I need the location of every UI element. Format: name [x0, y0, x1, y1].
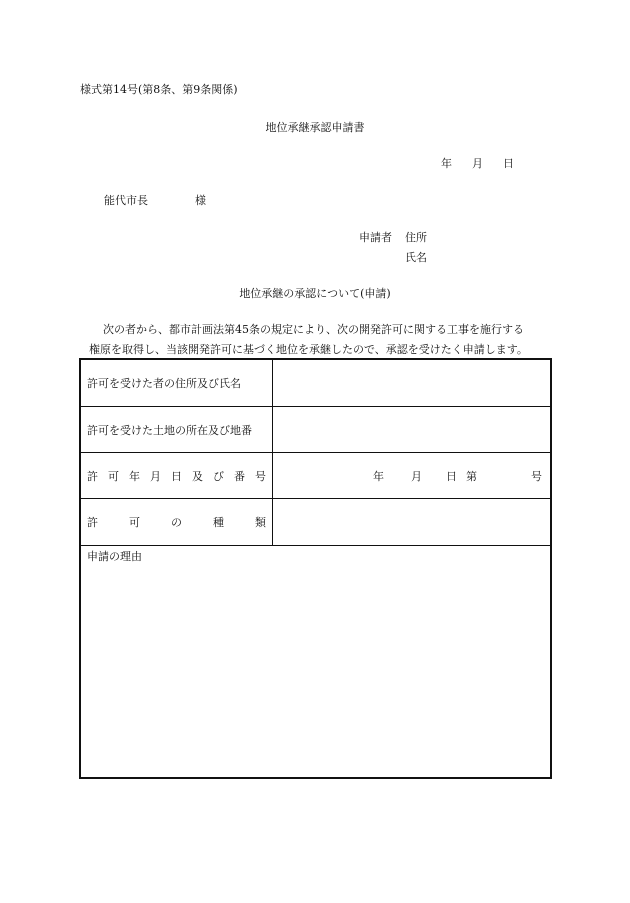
form-number: 様式第14号(第8条、第9条関係) — [80, 83, 238, 96]
applicant-label: 申請者 — [359, 231, 392, 244]
table-row-land-location — [81, 407, 550, 453]
application-form-table — [79, 358, 552, 779]
permit-date-number-label: 許 可 年 月 日 及 び 番 号 — [81, 453, 273, 498]
permit-type-field[interactable] — [273, 499, 550, 545]
body-text-line-2: 権原を取得し、当該開発許可に基づく地位を承継したので、承認を受けたく申請します。 — [89, 343, 528, 356]
permit-date-number-field[interactable] — [273, 453, 550, 498]
subject-line: 地位承継の承認について(申請) — [239, 287, 391, 300]
permit-holder-label: 許可を受けた者の住所及び氏名 — [81, 360, 273, 406]
applicant-address-label: 住所 — [405, 231, 427, 244]
permit-month-label: 月 — [411, 469, 422, 483]
permit-holder-field[interactable] — [273, 360, 550, 406]
addressee — [104, 195, 206, 206]
reason-label: 申請の理由 — [87, 550, 142, 563]
table-row-permit-type — [81, 499, 550, 546]
reason-field[interactable] — [81, 546, 550, 777]
date-line — [441, 158, 514, 169]
date-year: 年 — [441, 157, 452, 170]
permit-number-suffix: 号 — [531, 469, 542, 483]
date-month: 月 — [472, 157, 483, 170]
permit-day-label: 日 — [446, 469, 457, 483]
applicant-name-label: 氏名 — [405, 251, 427, 264]
document-title: 地位承継承認申請書 — [265, 121, 365, 134]
land-location-field[interactable] — [273, 407, 550, 452]
addressee-name: 能代市長 — [104, 194, 148, 207]
table-row-permit-date-number — [81, 453, 550, 499]
permit-number-prefix: 第 — [466, 469, 477, 483]
table-row-permit-holder — [81, 360, 550, 407]
addressee-honorific: 様 — [195, 194, 206, 207]
permit-year-label: 年 — [373, 469, 384, 483]
body-text-line-1: 次の者から、都市計画法第45条の規定により、次の開発許可に関する工事を施行する — [103, 323, 524, 336]
land-location-label: 許可を受けた土地の所在及び地番 — [81, 407, 273, 452]
date-day: 日 — [503, 157, 514, 170]
permit-type-label: 許 可 の 種 類 — [81, 499, 273, 545]
